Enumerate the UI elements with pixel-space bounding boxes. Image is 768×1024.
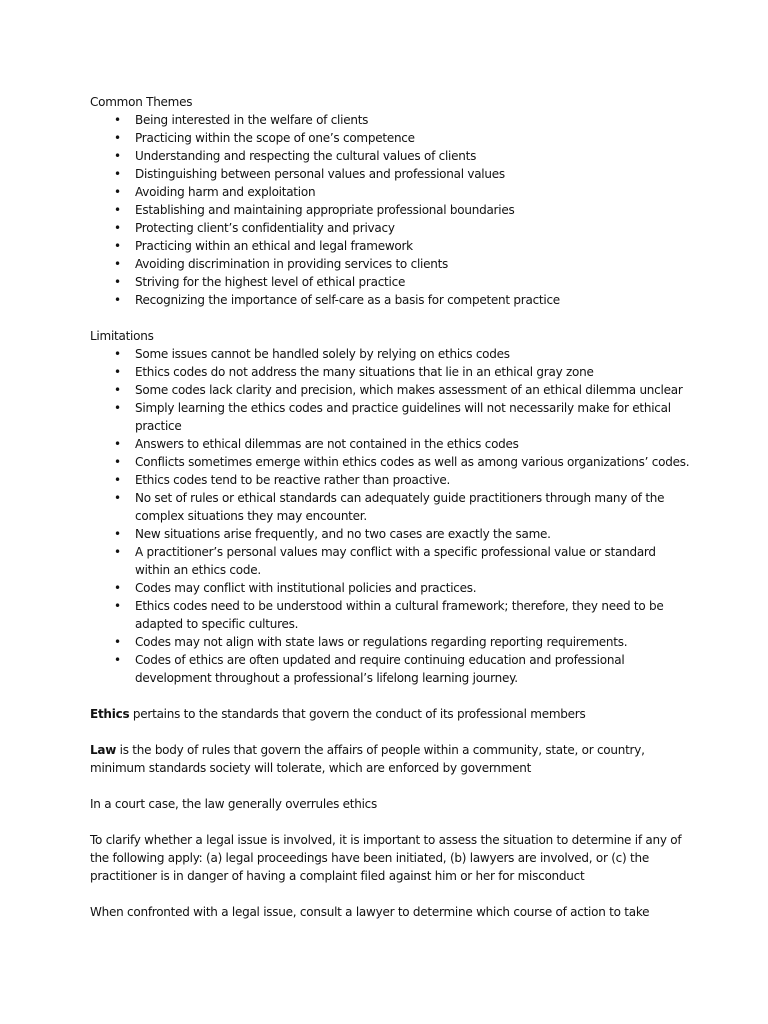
bullet-icon: • bbox=[114, 365, 121, 379]
spacer bbox=[90, 885, 690, 903]
bullet-icon: • bbox=[114, 545, 121, 559]
list-item: • Being interested in the welfare of clients bbox=[114, 113, 369, 127]
ethics-definition: Ethics pertains to the standards that govern the conduct of its professional members bbox=[90, 707, 586, 721]
common-themes-list bbox=[90, 111, 690, 309]
bullet-icon: • bbox=[114, 401, 121, 415]
list-item: • Ethics codes tend to be reactive rather than proactive. bbox=[114, 473, 451, 487]
bullet-icon: • bbox=[114, 167, 121, 181]
list-item: • Some issues cannot be handled solely by relying on ethics codes bbox=[114, 347, 510, 361]
bullet-icon: • bbox=[114, 293, 121, 307]
court-case-paragraph: In a court case, the law generally overrules ethics bbox=[90, 797, 378, 811]
list-item: • Ethics codes do not address the many situations that lie in an ethical gray zone bbox=[114, 365, 594, 379]
bullet-icon: • bbox=[114, 473, 121, 487]
list-item: • Some codes lack clarity and precision, which makes assessment of an ethical dilemma unclear bbox=[114, 383, 683, 397]
bullet-icon: • bbox=[114, 347, 121, 361]
bullet-icon: • bbox=[114, 257, 121, 271]
list-item: • Conflicts sometimes emerge within ethics codes as well as among various organizations’ codes. bbox=[114, 455, 690, 469]
list-item: • Striving for the highest level of ethical practice bbox=[114, 275, 406, 289]
list-item: • Answers to ethical dilemmas are not contained in the ethics codes bbox=[114, 437, 519, 451]
clarify-paragraph: To clarify whether a legal issue is involved, it is important to assess the situation to determine if any of the following apply: (a) legal proceedings have been initiated, (b) lawyers are involved, or (c) the practitioner is in danger of having a complaint filed against him or her for misconduct bbox=[90, 833, 682, 883]
list-item: • Practicing within an ethical and legal framework bbox=[114, 239, 413, 253]
spacer bbox=[90, 723, 690, 741]
list-item: • Ethics codes need to be understood within a cultural framework; therefore, they need to be adapted to specific cultures. bbox=[114, 599, 664, 631]
list-item: • Protecting client’s confidentiality and privacy bbox=[114, 221, 395, 235]
spacer bbox=[90, 813, 690, 831]
bullet-icon: • bbox=[114, 491, 121, 505]
bullet-icon: • bbox=[114, 275, 121, 289]
list-item: • A practitioner’s personal values may conflict with a specific professional value or standard within an ethics code. bbox=[114, 545, 656, 577]
list-item: • Codes may not align with state laws or regulations regarding reporting requirements. bbox=[114, 635, 628, 649]
bullet-icon: • bbox=[114, 239, 121, 253]
ethics-term: Ethics bbox=[90, 707, 130, 721]
list-item: • Avoiding harm and exploitation bbox=[114, 185, 316, 199]
law-definition: Law is the body of rules that govern the affairs of people within a community, state, or country, minimum standards society will tolerate, which are enforced by government bbox=[90, 743, 645, 775]
list-item: • Recognizing the importance of self-care as a basis for competent practice bbox=[114, 293, 560, 307]
list-item: • New situations arise frequently, and no two cases are exactly the same. bbox=[114, 527, 551, 541]
bullet-icon: • bbox=[114, 131, 121, 145]
bullet-icon: • bbox=[114, 437, 121, 451]
list-item: • No set of rules or ethical standards can adequately guide practitioners through many of the complex situations they may encounter. bbox=[114, 491, 665, 523]
list-item: • Codes may conflict with institutional policies and practices. bbox=[114, 581, 477, 595]
list-item: • Establishing and maintaining appropriate professional boundaries bbox=[114, 203, 515, 217]
law-term: Law bbox=[90, 743, 117, 757]
bullet-icon: • bbox=[114, 653, 121, 667]
common-themes-heading: Common Themes bbox=[90, 95, 193, 109]
bullet-icon: • bbox=[114, 455, 121, 469]
limitations-list bbox=[90, 345, 690, 687]
bullet-icon: • bbox=[114, 599, 121, 613]
limitations-heading: Limitations bbox=[90, 329, 154, 343]
bullet-icon: • bbox=[114, 221, 121, 235]
list-item: • Understanding and respecting the cultural values of clients bbox=[114, 149, 477, 163]
consult-paragraph: When confronted with a legal issue, consult a lawyer to determine which course of action to take bbox=[90, 905, 650, 919]
bullet-icon: • bbox=[114, 635, 121, 649]
bullet-icon: • bbox=[114, 581, 121, 595]
spacer bbox=[90, 687, 690, 705]
bullet-icon: • bbox=[114, 149, 121, 163]
bullet-icon: • bbox=[114, 113, 121, 127]
list-item: • Avoiding discrimination in providing services to clients bbox=[114, 257, 449, 271]
bullet-icon: • bbox=[114, 383, 121, 397]
spacer bbox=[90, 309, 690, 327]
list-item: • Codes of ethics are often updated and require continuing education and professional development throughout a professional’s lifelong learning journey. bbox=[114, 653, 625, 685]
list-item: • Distinguishing between personal values and professional values bbox=[114, 167, 505, 181]
bullet-icon: • bbox=[114, 527, 121, 541]
list-item: • Practicing within the scope of one’s competence bbox=[114, 131, 415, 145]
list-item: • Simply learning the ethics codes and practice guidelines will not necessarily make for ethical practice bbox=[114, 401, 671, 433]
spacer bbox=[90, 777, 690, 795]
document-page bbox=[90, 93, 690, 921]
bullet-icon: • bbox=[114, 185, 121, 199]
bullet-icon: • bbox=[114, 203, 121, 217]
